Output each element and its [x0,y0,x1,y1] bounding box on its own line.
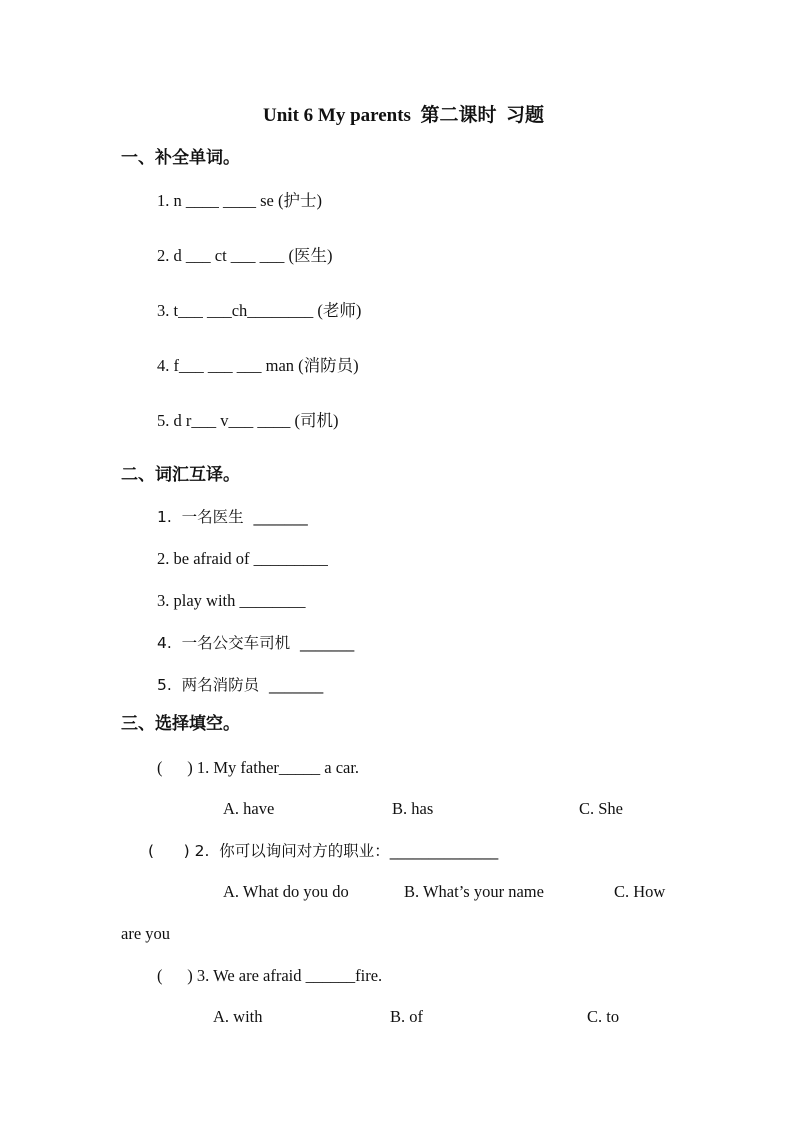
section-1-heading: 一、补全单词。 [121,148,240,168]
fill-word-item-2: 2. d ___ ct ___ ___ (医生) [157,246,333,265]
question-2-stem: ( ) 2. 你可以询问对方的职业：______________ [148,842,499,860]
worksheet-title: Unit 6 My parents 第二课时 习题 [263,105,544,126]
question-3-option-c: C. to [587,1007,620,1026]
translate-item-5: 5. 两名消防员 _______ [157,676,324,694]
question-1-option-b: B. has [392,799,434,818]
question-3-option-b: B. of [390,1007,423,1026]
question-2-option-c-continued: are you [121,924,171,943]
section-3-heading: 三、选择填空。 [121,714,240,734]
translate-item-4: 4. 一名公交车司机 _______ [157,634,355,652]
translate-item-2: 2. be afraid of _________ [157,549,328,568]
question-2-option-a: A. What do you do [223,882,349,901]
section-2-heading: 二、词汇互译。 [121,465,240,485]
fill-word-item-4: 4. f___ ___ ___ man (消防员) [157,356,359,375]
fill-word-item-3: 3. t___ ___ch________ (老师) [157,301,362,320]
question-2-option-b: B. What’s your name [404,882,544,901]
question-3-option-a: A. with [213,1007,263,1026]
question-1-option-c: C. She [579,799,624,818]
translate-item-1: 1. 一名医生 _______ [157,508,308,526]
question-1-option-a: A. have [223,799,275,818]
question-3-stem: ( ) 3. We are afraid ______fire. [157,966,383,985]
fill-word-item-5: 5. d r___ v___ ____ (司机) [157,411,339,430]
translate-item-3: 3. play with ________ [157,591,306,610]
fill-word-item-1: 1. n ____ ____ se (护士) [157,191,322,210]
question-1-stem: ( ) 1. My father_____ a car. [157,758,360,777]
question-2-option-c: C. How [614,882,666,901]
